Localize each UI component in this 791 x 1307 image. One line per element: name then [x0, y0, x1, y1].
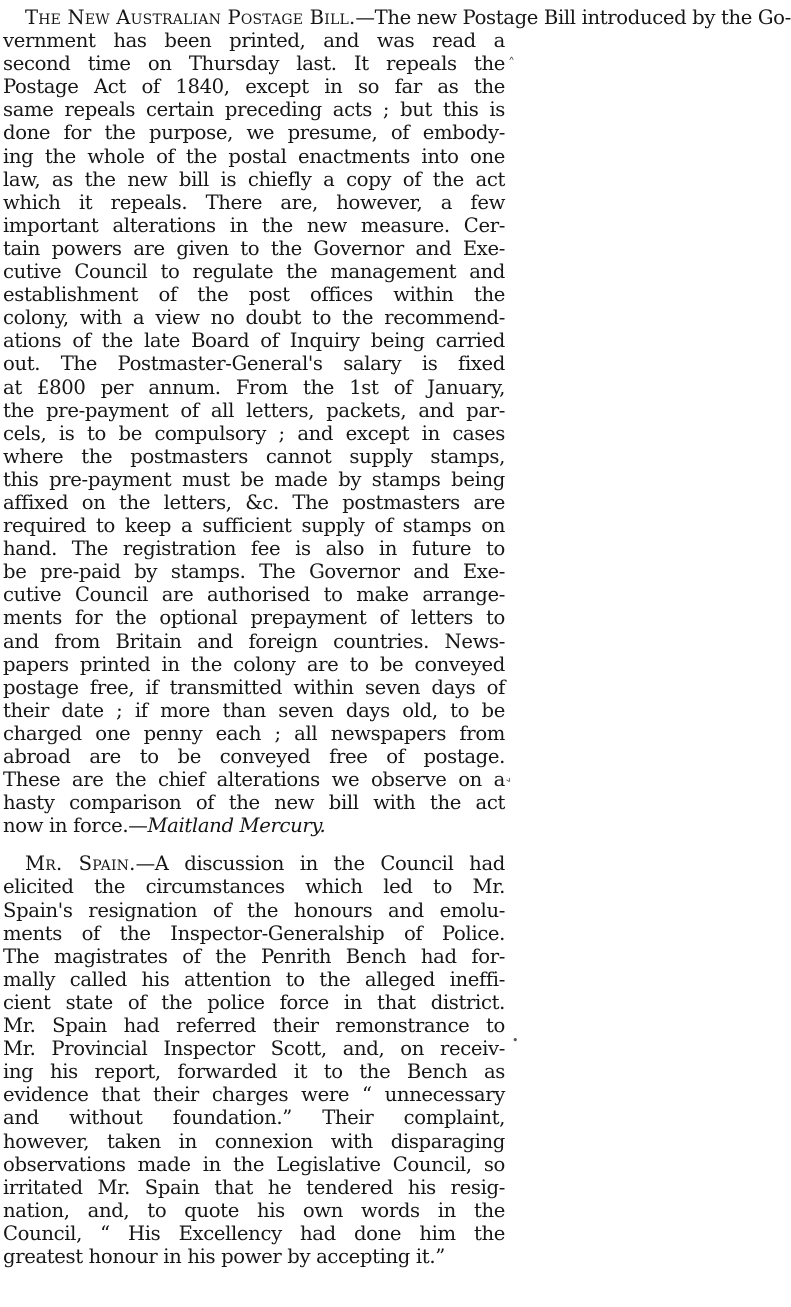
article-heading: The New Australian Postage Bill.	[25, 6, 356, 29]
text-line: ing the whole of the postal enactments into one	[3, 144, 505, 168]
article-first-line-text: —A discussion in the Council had	[135, 852, 505, 876]
text-line: postage free, if transmitted within seven days of	[3, 675, 505, 699]
article-first-line	[3, 6, 791, 29]
text-line: observations made in the Legislative Council, so	[3, 1152, 505, 1176]
text-line: their date ; if more than seven days old, to be	[3, 698, 505, 722]
newspaper-column	[3, 6, 791, 1268]
article-postage-bill	[3, 6, 791, 838]
text-line: hasty comparison of the new bill with the act	[3, 791, 505, 815]
text-line: irritated Mr. Spain that he tendered his resig-	[3, 1175, 505, 1199]
text-line: ing his report, forwarded it to the Bench as	[3, 1060, 505, 1084]
text-line: Postage Act of 1840, except in so far as the	[3, 75, 505, 99]
text-line: cutive Council to regulate the management and	[3, 260, 505, 284]
text-line: Mr. Provincial Inspector Scott, and, on receiv-	[3, 1037, 505, 1061]
text-line: mally called his attention to the alleged ineffi-	[3, 967, 505, 991]
text-line: and without foundation.” Their complaint,	[3, 1106, 505, 1130]
text-line: second time on Thursday last. It repeals the	[3, 52, 505, 76]
text-line: out. The Postmaster-General's salary is fixed	[3, 352, 505, 376]
margin-mark-icon: •	[512, 1034, 519, 1047]
text-line: Council, “ His Excellency had done him the	[3, 1221, 505, 1245]
text-line: however, taken in connexion with disparaging	[3, 1129, 505, 1153]
text-line: where the postmasters cannot supply stamps,	[3, 444, 505, 468]
article-body	[3, 875, 505, 1268]
text-line: vernment has been printed, and was read a	[3, 29, 505, 53]
text-line: charged one penny each ; all newspapers from	[3, 721, 505, 745]
article-last-line	[3, 814, 505, 837]
text-line: cels, is to be compulsory ; and except in cases	[3, 421, 505, 445]
text-line: ments for the optional prepayment of letters to	[3, 606, 505, 630]
text-line: Spain's resignation of the honours and emolu-	[3, 898, 505, 922]
margin-mark-icon: ˅	[504, 776, 519, 794]
text-line: evidence that their charges were “ unnecessary	[3, 1083, 505, 1107]
article-heading: Mr. Spain.	[25, 852, 136, 876]
text-line: establishment of the post offices within the	[3, 283, 505, 307]
text-line: elicited the circumstances which led to Mr.	[3, 875, 505, 899]
text-line: the pre-payment of all letters, packets, and par-	[3, 398, 505, 422]
text-line: done for the purpose, we presume, of embody-	[3, 121, 505, 145]
article-mr-spain	[3, 852, 505, 1268]
text-line: at £800 per annum. From the 1st of January,	[3, 375, 505, 399]
text-line: The magistrates of the Penrith Bench had for-	[3, 944, 505, 968]
text-line: affixed on the letters, &c. The postmasters are	[3, 490, 505, 514]
article-first-line-text: —The new Postage Bill introduced by the Go-	[355, 6, 791, 29]
article-last-line-text: now in force.—	[3, 814, 148, 838]
text-line: this pre-payment must be made by stamps being	[3, 467, 505, 491]
text-line: ments of the Inspector-Generalship of Police.	[3, 921, 505, 945]
margin-mark-icon: ˄	[508, 56, 515, 72]
text-line: abroad are to be conveyed free of postage.	[3, 745, 505, 768]
text-line: colony, with a view no doubt to the recommend-	[3, 306, 505, 330]
text-line: Mr. Spain had referred their remonstrance to	[3, 1014, 505, 1038]
text-line: be pre-paid by stamps. The Governor and Exe-	[3, 560, 505, 584]
article-body	[3, 29, 505, 837]
text-line: which it repeals. There are, however, a few	[3, 190, 505, 214]
text-line: important alterations in the new measure. Cer-	[3, 213, 505, 237]
article-last-line: greatest honour in his power by accepting it.”	[3, 1244, 445, 1268]
text-line: hand. The registration fee is also in future to	[3, 537, 505, 561]
text-line: cutive Council are authorised to make arrange-	[3, 583, 505, 607]
article-separator	[3, 837, 505, 852]
text-line: nation, and, to quote his own words in the	[3, 1198, 505, 1222]
text-line: ations of the late Board of Inquiry being carried	[3, 329, 505, 353]
text-line: same repeals certain preceding acts ; but this is	[3, 98, 505, 122]
text-line: required to keep a sufficient supply of stamps on	[3, 514, 505, 538]
article-first-line	[3, 852, 505, 875]
text-line: and from Britain and foreign countries. News-	[3, 629, 505, 653]
text-line: cient state of the police force in that district.	[3, 990, 505, 1014]
text-line: tain powers are given to the Governor and Exe-	[3, 236, 505, 260]
article-source: Maitland Mercury.	[147, 814, 326, 838]
text-line: papers printed in the colony are to be conveyed	[3, 652, 505, 676]
text-line: law, as the new bill is chiefly a copy of the act	[3, 167, 505, 191]
text-line: These are the chief alterations we observe on a	[3, 768, 505, 792]
